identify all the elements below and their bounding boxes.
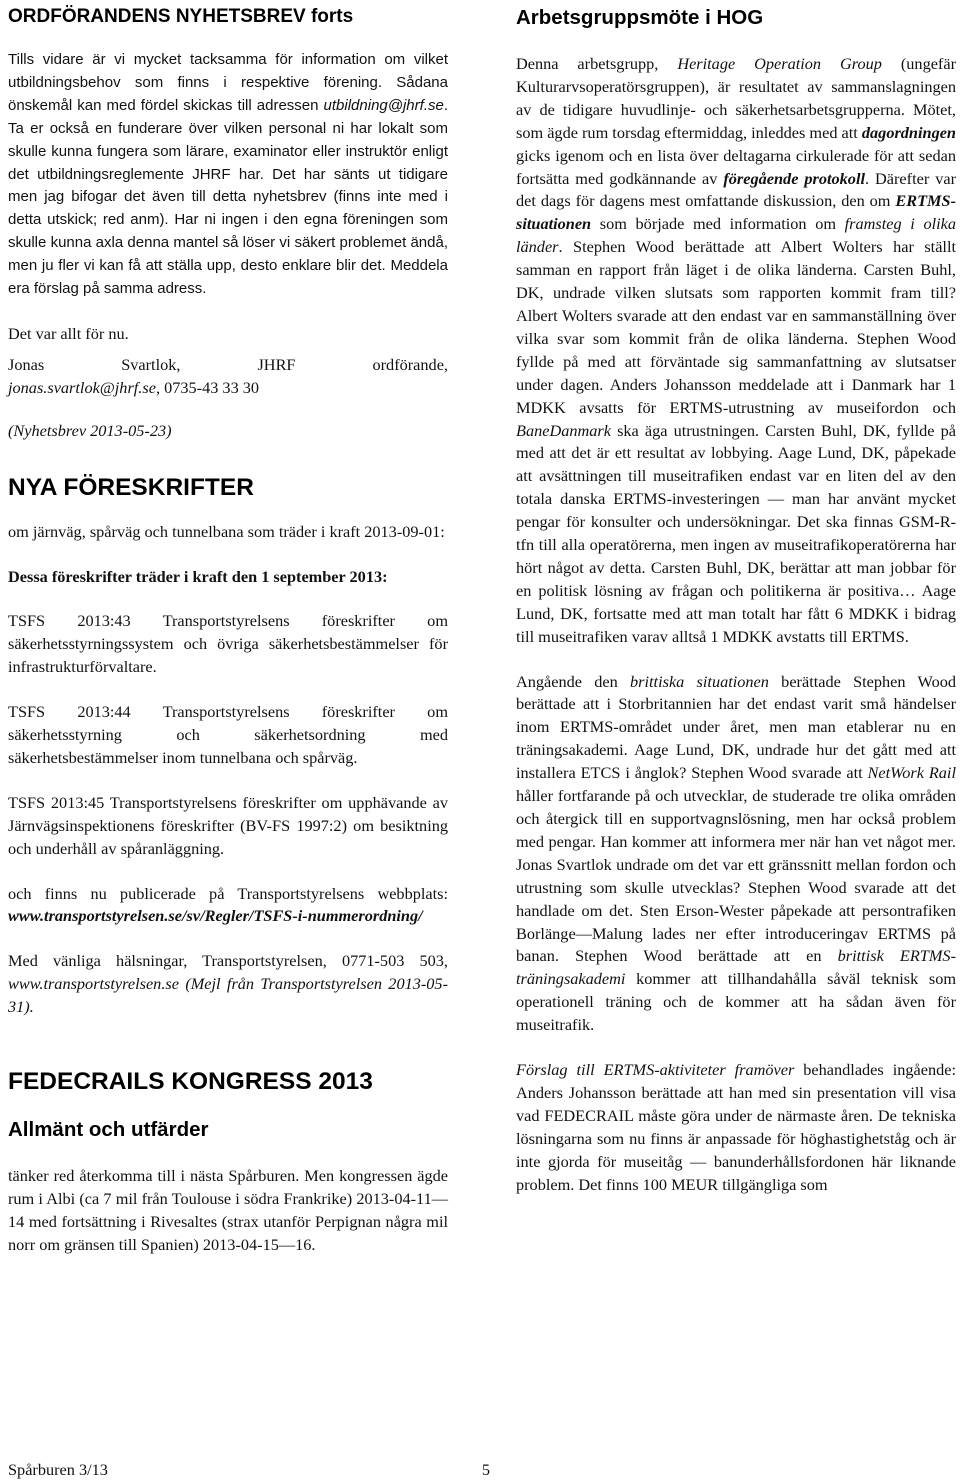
transportstyrelsen-link[interactable]: www.transportstyrelsen.se — [8, 974, 179, 994]
emphasis-text: Förslag till ERTMS-aktiviteter framöver — [516, 1060, 795, 1080]
regulations-link[interactable]: www.transportstyrelsen.se/sv/Regler/TSFS-i-nummerordning/ — [8, 906, 423, 926]
page-footer — [8, 1460, 490, 1480]
heading-fedecrail-congress: FEDECRAILS KONGRESS 2013 — [8, 1068, 373, 1096]
body-text: ska äga utrustningen. Carsten Buhl, DK, fyllde på med att det är ett resultat av lobbying. Aage Lund, DK, påpekade att avsättningen till museitrafiken endast var en liten del av den totala danska ERTMS-investeringen — man har använt mycket pengar för konsulter och undersökningar. Det ska finnas GSM-R-tfn till alla operatörerna, men ingen av museitrafikoperatörerna har hört något av detta. Carsten Buhl, DK, berättar att man jobbar för en politisk lösning av frågan och politikerna är positiva… Aage Lund, DK, fortsatte med att man totalt har fått 6 MDKK i bidrag till museitrafiken varav alltså 1 MDKK avstatts till ERTMS. — [516, 420, 956, 646]
right-column — [516, 0, 956, 1197]
intro-text-a: Tills vidare är vi mycket tacksamma för information om vilket utbildningsbehov som finns i respektive förening. Sådana önskemål kan med fördel skickas till adressen — [8, 51, 448, 114]
sig-org: JHRF — [257, 354, 296, 374]
regards-source: (Mejl från Transportstyrelsen 2013-05-31). — [8, 974, 448, 1017]
sig-role: ordförande, — [372, 354, 448, 374]
emphasis-text: ERTMS-situationen — [516, 191, 956, 234]
body-text: Denna arbetsgrupp, — [516, 54, 678, 73]
published-note — [8, 883, 448, 929]
emphasis-text: framsteg i olika länder — [516, 214, 956, 257]
regards-text: Med vänliga hälsningar, Transportstyrelsen, 0771-503 503, — [8, 951, 448, 971]
body-text: . Stephen Wood berättade att Albert Wolters har ställt samman en rapport från läget i de olika länderna. Carsten Buhl, DK, undrade vilken slutsats som rapporten kommit fram till? Albert Wolters svarade att den endast var en sammanställning över vilka svar som kommit från de olika länderna. Stephen Wood fyllde på med att förväntade sig sammanfattning av slutsatser under dagen. Anders Johansson meddelade att i Danmark har 1 MDKK avsatts för ERTMS-utrustning av museifordon och — [516, 237, 956, 417]
body-text: kommer att tillhandahålla såväl teknisk som operationell träning och de kommer att ha sådan även för museitrafik. — [516, 969, 956, 1035]
publication-name: Spårburen 3/13 — [8, 1460, 108, 1479]
sig-phone: , 0735-43 33 30 — [155, 377, 260, 397]
newsletter-paragraph — [8, 49, 448, 301]
sig-name: Jonas — [8, 354, 45, 374]
emphasis-text: NetWork Rail — [867, 763, 956, 783]
body-text: (ungefär Kulturarvsoperatörsgruppen), är resultatet av sammanslagningen av de tidigare huvudlinje- och säkerhetsarbetsgrupperna. Mötet, som ägde rum torsdag eftermiddag, inleddes med att — [516, 54, 957, 142]
body-text: håller fortfarande på och utvecklar, de studerade tre olika områden och återgick till en supportvagnslösning, men har också problem med pengar. Han kommer att informera mer när han vet något mer. Jonas Svartlok undrade om det var ett gränssnitt mellan fordon och utrustning som skulle utvecklas? Stephen Wood svarade att det handlade om det. Sten Erson-Wester påpekade att persontrafiken Borlänge—Malung lades ner efter introduceringav ERTMS på banan. Stephen Wood berättade att en — [516, 786, 956, 966]
emphasis-text: dagordningen — [861, 122, 956, 142]
body-text: behandlades ingående: Anders Johansson berättade att han med sin presentation vill visa vad FEDECRAIL måste göra under de närmaste åren. De tekniska lösningarna som nu finns är anpassade för höghastighetståg och är inte gjorda för museitåg — banunderhållsfordonen här liknande problem. Det finns 100 MEUR tillgängliga som — [516, 1060, 956, 1194]
regards — [8, 950, 448, 1019]
body-text: berättade Stephen Wood berättade att i Storbritannien har det endast varit små händelser inom ERTMS-området under året, men man etablerar nu en träningsakademi. Aage Lund, DK, undrade hur det gått med att installera ETCS i ånglok? Stephen Wood svarade att — [516, 671, 956, 783]
body-text: som började med information om — [591, 214, 845, 234]
intro-text-b: . Ta er också en funderare över vilken personal ni har lokalt som skulle kunna fungera som lärare, examinator eller instruktör enligt det utbildningsreglemente JHRF har. Det har sänts ut tidigare men jag bifogar det även till detta nyhetsbrev (finns inte med i detta utskick; red anm). Har ni ingen i den egna föreningen som skulle kunna axla denna mantel så löser vi säkert problemet ändå, men ju fler vi kan få att ställa upp, desto enklare blir det. Meddela era förslag på samma adress. — [8, 96, 448, 298]
emphasis-text: Heritage Operation Group — [677, 54, 882, 73]
hog-paragraph-3 — [516, 1059, 956, 1196]
body-text: Angående den — [516, 671, 631, 691]
emphasis-text: brittisk ERTMS-träningsakademi — [516, 946, 956, 989]
heading-general-excursions: Allmänt och utfärder — [8, 1118, 209, 1142]
signature-line — [8, 354, 448, 377]
body-text: . Därefter var det dags för dagens mest omfattande diskussion, den om — [516, 168, 956, 211]
education-email: utbildning@jhrf.se — [323, 96, 444, 114]
heading-new-regulations: NYA FÖRESKRIFTER — [8, 473, 254, 501]
emphasis-text: föregående protokoll — [723, 168, 865, 188]
sig-surname: Svartlok, — [121, 354, 181, 374]
regulations-intro: om järnväg, spårväg och tunnelbana som träder i kraft 2013-09-01: — [8, 521, 445, 541]
regulations-effective: Dessa föreskrifter träder i kraft den 1 september 2013: — [8, 566, 388, 586]
tsfs-44: TSFS 2013:44 Transportstyrelsens föreskrifter om säkerhetsstyrning och säkerhetsordning med säkerhetsbestämmelser inom tunnelbana och spårväg. — [8, 702, 448, 767]
emphasis-text: BaneDanmark — [516, 420, 611, 440]
heading-newsletter-cont: ORDFÖRANDENS NYHETSBREV forts — [8, 6, 354, 27]
hog-paragraph-2 — [516, 671, 956, 1038]
sig-email: jonas.svartlok@jhrf.se — [8, 377, 156, 397]
page-number: 5 — [481, 1460, 490, 1479]
heading-hog-meeting: Arbetsgruppsmöte i HOG — [516, 6, 764, 29]
tsfs-45: TSFS 2013:45 Transportstyrelsens föreskrifter om upphävande av Järnvägsinspektionens föreskrifter (BV-FS 1997:2) om besiktning och underhåll av spåranläggning. — [8, 792, 448, 858]
published-text: och finns nu publicerade på Transportstyrelsens webbplats: — [8, 883, 448, 903]
dateline: (Nyhetsbrev 2013-05-23) — [8, 420, 172, 440]
signature — [8, 354, 448, 400]
closing-line: Det var allt för nu. — [8, 323, 129, 343]
tsfs-43: TSFS 2013:43 Transportstyrelsens föreskrifter om säkerhetsstyrningssystem och övriga säkerhetsbestämmelser för infrastrukturförvaltare. — [8, 611, 448, 677]
congress-paragraph: tänker red återkomma till i nästa Spårburen. Men kongressen ägde rum i Albi (ca 7 mil från Toulouse i södra Frankrike) 2013-04-11—14 med fortsättning i Rivesaltes (strax utanför Perpignan några mil norr om gränsen till Spanien) 2013-04-15—16. — [8, 1166, 448, 1254]
body-text: gicks igenom och en lista över deltagarna cirkulerade för att sedan fortsätta med godkännande av — [516, 145, 956, 188]
hog-paragraph-1 — [516, 53, 956, 649]
left-column — [8, 0, 448, 1257]
emphasis-text: brittiska situationen — [630, 671, 769, 691]
